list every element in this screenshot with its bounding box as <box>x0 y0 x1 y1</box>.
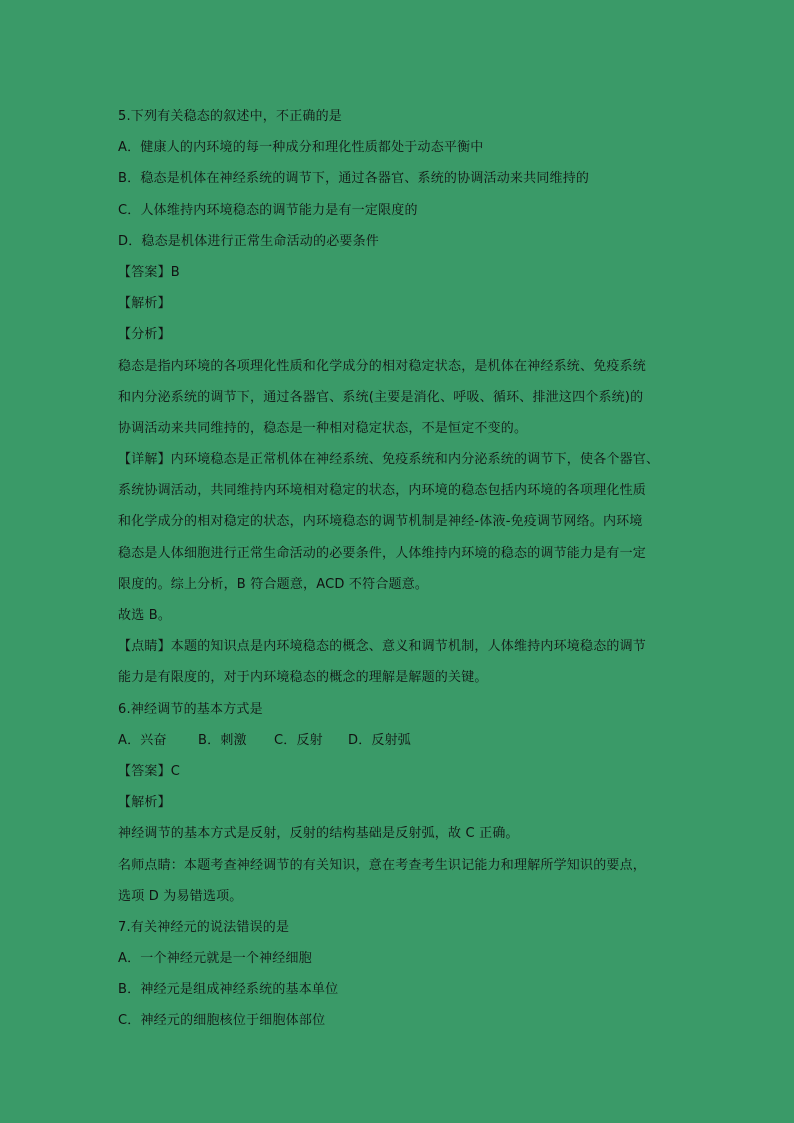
q6-option-a: A．兴奋 <box>118 732 167 748</box>
q5-answer: 【答案】B <box>118 264 180 280</box>
q5-detail-line: 稳态是人体细胞进行正常生命活动的必要条件，人体维持内环境的稳态的调节能力是有一定 <box>118 545 647 561</box>
q5-comment-line: 能力是有限度的，对于内环境稳态的概念的理解是解题的关键。 <box>118 670 488 686</box>
q6-options <box>118 725 678 756</box>
q6-option-b: B．刺激 <box>198 732 247 748</box>
q5-detail-line: 系统协调活动，共同维持内环境相对稳定的状态，内环境的稳态包括内环境的各项理化性质 <box>118 483 647 499</box>
q6-analysis-line: 神经调节的基本方式是反射，反射的结构基础是反射弧，故 C 正确。 <box>118 826 519 842</box>
q7-option-b: B．神经元是组成神经系统的基本单位 <box>118 982 339 998</box>
q7-stem: 7.有关神经元的说法错误的是 <box>118 919 290 935</box>
q6-answer: 【答案】C <box>118 763 181 779</box>
q5-option-a: A．健康人的内环境的每一种成分和理化性质都处于动态平衡中 <box>118 140 484 156</box>
q5-fenxi-line: 和内分泌系统的调节下，通过各器官、系统(主要是消化、呼吸、循环、排泄这四个系统)的 <box>118 389 644 405</box>
q5-comment-line: 【点睛】本题的知识点是内环境稳态的概念、意义和调节机制，人体维持内环境稳态的调节 <box>118 639 647 655</box>
q6-analysis-line: 名师点睛：本题考查神经调节的有关知识，意在考查考生识记能力和理解所学知识的要点， <box>118 857 647 873</box>
q5-fenxi-line: 稳态是指内环境的各项理化性质和化学成分的相对稳定状态，是机体在神经系统、免疫系统 <box>118 358 647 374</box>
q5-option-c: C．人体维持内环境稳态的调节能力是有一定限度的 <box>118 202 418 218</box>
q7-option-a: A．一个神经元就是一个神经细胞 <box>118 951 312 967</box>
q5-option-d: D．稳态是机体进行正常生命活动的必要条件 <box>118 233 380 249</box>
q5-detail-line: 限度的。综上分析，B 符合题意，ACD 不符合题意。 <box>118 576 429 592</box>
q6-analysis-label: 【解析】 <box>118 795 171 811</box>
q5-fenxi-label: 【分析】 <box>118 327 171 343</box>
q7-option-c: C．神经元的细胞核位于细胞体部位 <box>118 1013 326 1029</box>
q6-option-c: C．反射 <box>274 732 323 748</box>
q5-option-b: B．稳态是机体在神经系统的调节下，通过各器官、系统的协调活动来共同维持的 <box>118 171 590 187</box>
q5-detail-line: 【详解】内环境稳态是正常机体在神经系统、免疫系统和内分泌系统的调节下，使各个器官、 <box>118 452 660 468</box>
q5-analysis-label: 【解析】 <box>118 296 171 312</box>
document-page <box>118 101 678 1037</box>
q5-fenxi-line: 协调活动来共同维持的，稳态是一种相对稳定状态，不是恒定不变的。 <box>118 420 528 436</box>
q6-option-d: D．反射弧 <box>348 732 412 748</box>
q6-stem: 6.神经调节的基本方式是 <box>118 701 263 717</box>
q5-choose: 故选 B。 <box>118 608 172 623</box>
q5-stem: 5.下列有关稳态的叙述中，不正确的是 <box>118 109 343 124</box>
q6-analysis-line: 选项 D 为易错选项。 <box>118 888 243 904</box>
q5-detail-line: 和化学成分的相对稳定的状态，内环境稳态的调节机制是神经-体液-免疫调节网络。内环境 <box>118 514 643 530</box>
